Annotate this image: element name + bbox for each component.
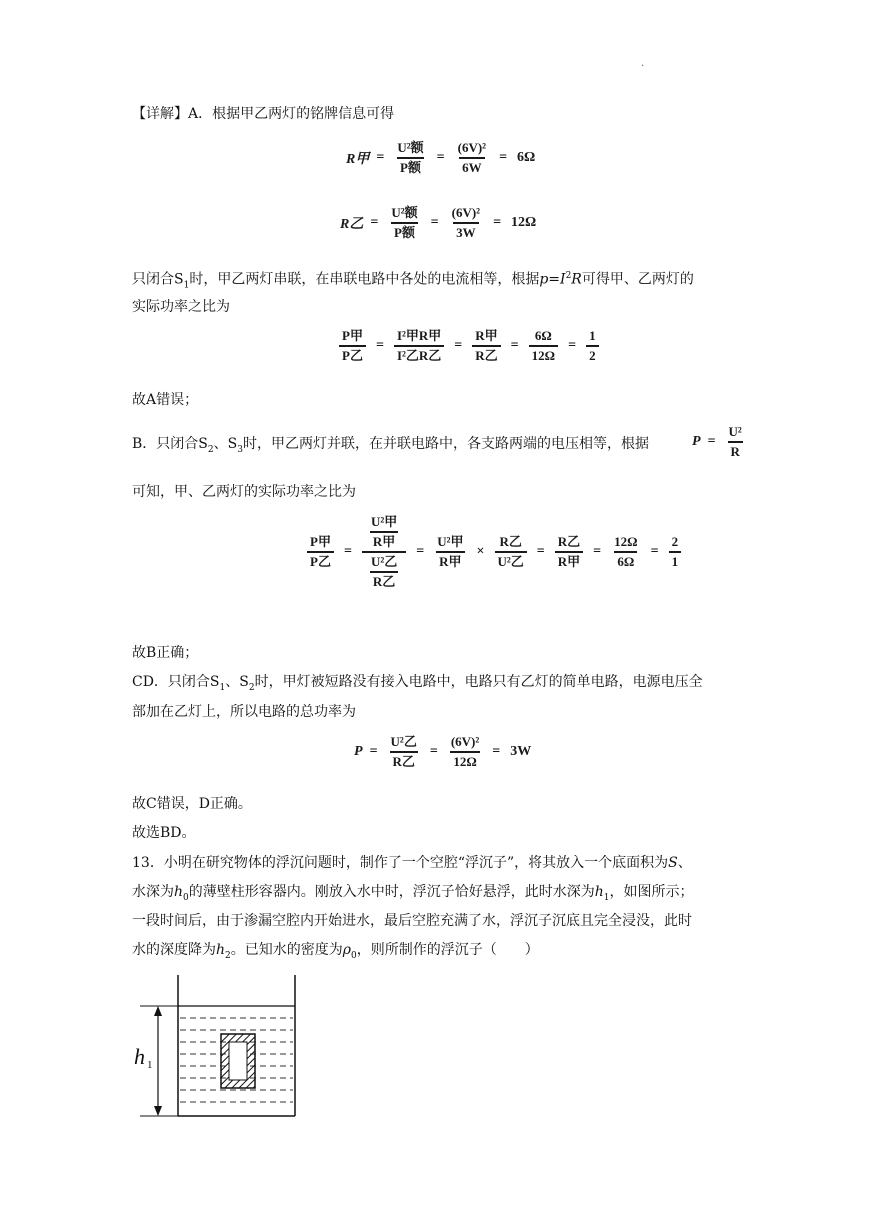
h1-subscript: 1 bbox=[147, 1059, 153, 1071]
eq2-lhs: R乙 bbox=[340, 217, 364, 232]
eq1-result: 6Ω bbox=[517, 150, 536, 165]
equation-r-yi: R乙 = $\frac{\text{U²额}}{\text{P额}}$ = $\frac{\text{(6V)²}}{3W}$ = 12Ω bbox=[340, 205, 537, 240]
short-circuit-text: CD．只闭合$S_1$、$S_2$时，甲灯被短路没有接入电路中，电路只有乙灯的简单电路，电源电压全 bbox=[132, 674, 703, 693]
container-figure bbox=[130, 970, 310, 1130]
question-13-line3: 一段时间后，由于渗漏空腔内开始进水，最后空腔充满了水，浮沉子沉底且完全浸没，此时 bbox=[132, 913, 692, 929]
ratio-intro-2: 可知，甲、乙两灯的实际功率之比为 bbox=[132, 484, 356, 500]
total-power-intro: 部加在乙灯上，所以电路的总功率为 bbox=[132, 704, 356, 720]
ratio-intro-1: 实际功率之比为 bbox=[132, 299, 230, 315]
eq1-num1: U²额 bbox=[397, 140, 424, 155]
eq2-result: 12Ω bbox=[511, 215, 537, 230]
container-diagram bbox=[130, 970, 310, 1130]
page-dot: . bbox=[641, 58, 645, 69]
question-13-line4: 水的深度降为$h_2$。已知水的密度为$\rho_0$，则所制作的浮沉子（ ） bbox=[132, 942, 539, 961]
question-13-line2: 水深为$h_0$的薄壁柱形容器内。刚放入水中时，浮沉子恰好悬浮，此时水深为$h_1$，如图所示； bbox=[132, 884, 694, 903]
conclusion-cd: 故C错误，D正确。 bbox=[132, 796, 252, 812]
h1-label: h bbox=[134, 1044, 145, 1069]
equation-r-jia: R甲 = $\frac{\text{U²额}}{\text{P额}}$ = $\frac{\text{(6V)²}}{6W}$ = 6Ω bbox=[346, 140, 536, 175]
conclusion-b: 故B正确； bbox=[132, 645, 199, 661]
answer-choice: 故选BD。 bbox=[132, 825, 196, 841]
eq1-den1: P额 bbox=[397, 157, 424, 176]
conclusion-a: 故A错误； bbox=[132, 392, 199, 408]
parallel-circuit-text: B．只闭合$S_2$、$S_3$时，甲乙两灯并联，在并联电路中，各支路两端的电压相等，根据 bbox=[132, 436, 649, 455]
question-13-line1: 13．小明在研究物体的浮沉问题时，制作了一个空腔“浮沉子”，将其放入一个底面积为S、 bbox=[132, 855, 692, 871]
float-cavity bbox=[229, 1042, 247, 1080]
series-circuit-text: 只闭合$S_1$时，甲乙两灯串联，在串联电路中各处的电流相等，根据$p=I^2R$可得甲、乙两灯的 bbox=[132, 271, 694, 291]
eq2-den2: 3W bbox=[453, 222, 479, 241]
solution-intro: 【详解】A．根据甲乙两灯的铭牌信息可得 bbox=[132, 106, 395, 122]
eq1-lhs: R甲 bbox=[346, 152, 370, 167]
equation-p-u2-r: P = $\frac{\text{U²}}{R}$ bbox=[692, 424, 742, 459]
equation-total-power: P = $\frac{\text{U²乙}}{\text{R乙}}$ = $\frac{\text{(6V)²}}{12\Omega}$ = 3W bbox=[354, 734, 532, 769]
eq1-num2: (6V)² bbox=[457, 140, 487, 155]
dim-arrow-down bbox=[154, 1106, 162, 1116]
equation-power-ratio-parallel: $\frac{\text{P甲}}{\text{P乙}}$ = $\frac{\frac{\text{U²甲}}{\text{R甲}}}{\frac{\text{U²乙}}{\text{R乙}}}$ = $\frac{\text{U²甲}}{\text{R甲}}$ × $\frac{\text{R乙}}{\text{U²乙}}$ = $\frac{\text{R乙}}{\text{R甲}}$ = $\frac{12\Omega}{6\Omega}$ = $\frac{2}{1}$ bbox=[304, 514, 684, 590]
equation-power-ratio-series: $\frac{\text{P甲}}{\text{P乙}}$ = $\frac{\text{I²甲R甲}}{\text{I²乙R乙}}$ = $\frac{\text{R甲}}{\text{R乙}}$ = $\frac{6\Omega}{12\Omega}$ = $\frac{1}{2}$ bbox=[336, 328, 602, 364]
eq2-num1: U²额 bbox=[391, 205, 418, 220]
dim-arrow-up bbox=[154, 1006, 162, 1016]
eq2-den1: P额 bbox=[391, 222, 418, 241]
eq1-den2: 6W bbox=[459, 157, 485, 176]
eq2-num2: (6V)² bbox=[451, 205, 481, 220]
